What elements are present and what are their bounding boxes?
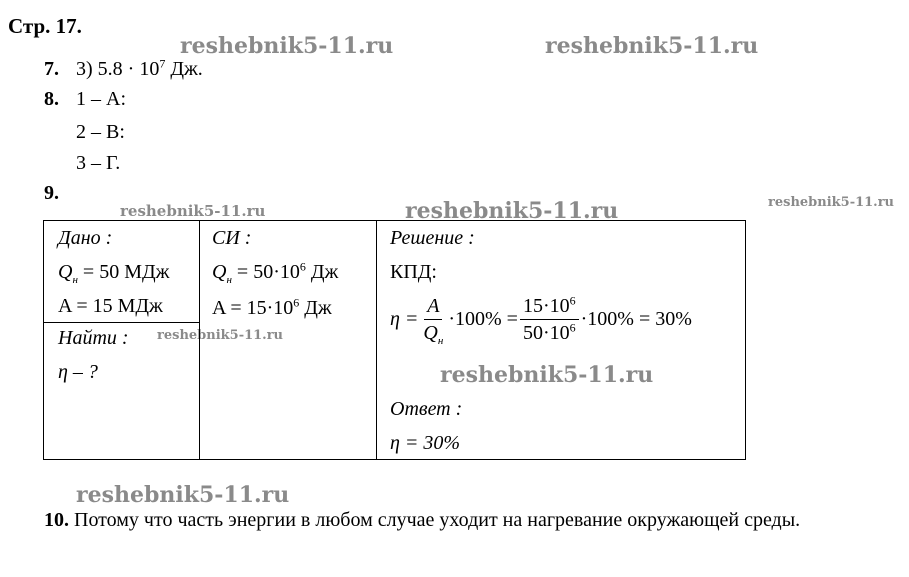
solution-table (43, 220, 746, 460)
formula-mid: ·100% = (448, 308, 518, 330)
fraction-numerator: A (424, 295, 442, 320)
si-a-value: A = 15·10 (212, 297, 294, 319)
q9-number: 9. (44, 182, 59, 204)
numerator-exponent: 6 (569, 293, 576, 308)
q7-exponent: 7 (159, 56, 166, 71)
si-a-unit: Дж (299, 297, 332, 319)
q-subscript: н (72, 274, 78, 286)
q7-answer-text: 3) 5.8 · 10 (76, 58, 160, 80)
watermark: reshebnik5-11.ru (157, 328, 284, 343)
q8-line: 1 – А: (76, 88, 126, 110)
naiti-value: η – ? (58, 361, 98, 383)
q-subscript: н (226, 274, 232, 286)
watermark: reshebnik5-11.ru (120, 202, 266, 220)
si-a (212, 297, 332, 320)
q8-line: 2 – В: (76, 121, 125, 143)
efficiency-formula (390, 293, 692, 347)
watermark: reshebnik5-11.ru (180, 33, 394, 59)
si-q-exponent: 6 (299, 259, 306, 274)
denominator-exponent: 6 (569, 320, 576, 335)
watermark: reshebnik5-11.ru (545, 33, 759, 59)
watermark: reshebnik5-11.ru (440, 362, 654, 388)
formula-eta: η = (390, 308, 419, 330)
otvet-value: η = 30% (390, 432, 461, 454)
fraction-numerator: 15·10 (522, 295, 570, 317)
table-divider (376, 221, 377, 459)
q-subscript: н (437, 335, 444, 347)
q8-line: 3 – Г. (76, 152, 121, 174)
si-q-value: = 50·10 (231, 261, 300, 283)
dano-q (58, 261, 169, 284)
fraction-denominator: 50·10 (522, 322, 570, 344)
watermark: reshebnik5-11.ru (768, 195, 895, 210)
fraction-denominator: Q (423, 322, 438, 344)
q7-answer-unit: Дж. (165, 58, 203, 80)
table-divider (44, 322, 199, 323)
watermark: reshebnik5-11.ru (405, 198, 619, 224)
kpd-label: КПД: (390, 261, 437, 283)
q10 (44, 509, 800, 532)
si-header: СИ : (212, 227, 252, 249)
q-symbol: Q (212, 261, 227, 283)
fraction-a-over-q (420, 295, 446, 347)
naiti-header: Найти : (58, 327, 129, 349)
q-symbol: Q (58, 261, 73, 283)
q10-text: Потому что часть энергии в любом случае уходит на нагревание окружающей среды. (74, 509, 801, 531)
q8-number: 8. (44, 88, 59, 110)
fraction-values (520, 295, 579, 344)
watermark: reshebnik5-11.ru (76, 482, 290, 508)
dano-header: Дано : (58, 227, 113, 249)
si-q-unit: Дж (305, 261, 339, 283)
q10-number: 10. (44, 509, 69, 531)
si-a-exponent: 6 (293, 295, 300, 310)
dano-a: A = 15 МДж (58, 295, 163, 317)
formula-result: ·100% = 30% (580, 308, 692, 330)
otvet-header: Ответ : (390, 398, 463, 420)
table-divider (199, 221, 200, 459)
dano-q-value: = 50 МДж (77, 261, 170, 283)
reshenie-header: Решение : (390, 227, 475, 249)
q7-answer (76, 58, 203, 81)
page-label: Стр. 17. (8, 14, 82, 38)
si-q (212, 261, 338, 284)
q7-number: 7. (44, 58, 59, 80)
